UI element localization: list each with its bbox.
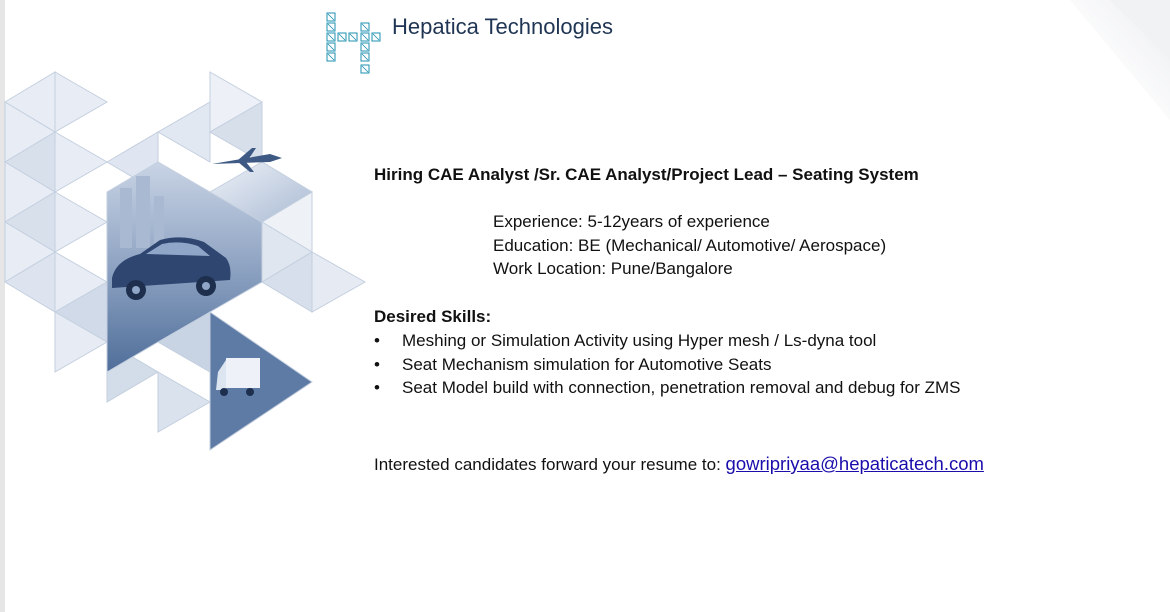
contact-prefix: Interested candidates forward your resume to: bbox=[374, 455, 721, 474]
bullet-icon: • bbox=[374, 331, 380, 350]
skill-text: Seat Model build with connection, penetration removal and debug for ZMS bbox=[402, 378, 961, 397]
skills-title: Desired Skills: bbox=[374, 307, 492, 326]
skill-text: Seat Mechanism simulation for Automotive Seats bbox=[402, 354, 772, 374]
contact-line bbox=[374, 452, 984, 477]
location-text: Work Location: Pune/Bangalore bbox=[493, 259, 733, 278]
list-item bbox=[374, 376, 961, 400]
hepatica-logo-icon bbox=[326, 12, 384, 76]
triangle-collage-image bbox=[0, 68, 370, 458]
company-name: Hepatica Technologies bbox=[392, 14, 613, 39]
job-details bbox=[493, 210, 886, 281]
list-item bbox=[374, 353, 961, 377]
skills-list bbox=[374, 329, 961, 400]
skill-text: Meshing or Simulation Activity using Hyper mesh / Ls-dyna tool bbox=[402, 331, 877, 350]
email-link[interactable]: gowripriyaa@hepaticatech.com bbox=[725, 453, 984, 474]
experience-text: Experience: 5-12years of experience bbox=[493, 212, 770, 231]
education-text: Education: BE (Mechanical/ Automotive/ Aerospace) bbox=[493, 235, 887, 255]
bullet-icon: • bbox=[374, 378, 380, 397]
bullet-icon: • bbox=[374, 354, 380, 374]
corner-decoration bbox=[1030, 0, 1170, 140]
list-item bbox=[374, 329, 961, 353]
job-headline: Hiring CAE Analyst /Sr. CAE Analyst/Project Lead – Seating System bbox=[374, 165, 919, 184]
